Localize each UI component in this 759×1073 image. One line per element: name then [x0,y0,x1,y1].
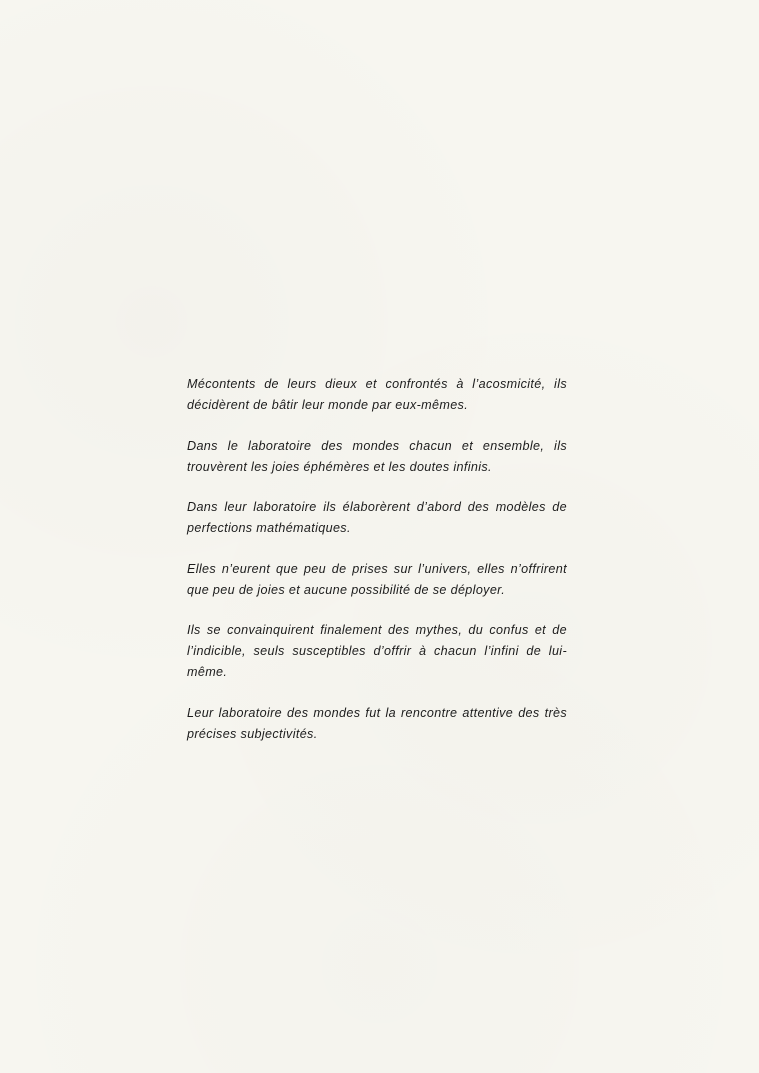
paragraph-4: Elles n’eurent que peu de prises sur l’univers, elles n’offrirent que peu de joies et aucune possibilité de se déployer. [187,561,567,597]
paragraph-5: Ils se convainquirent finalement des mythes, du confus et de l’indicible, seuls susceptibles d’offrir à chacun l’infini de lui-même. [187,623,567,679]
paragraph-3: Dans leur laboratoire ils élaborèrent d’abord des modèles de perfections mathématiques. [187,500,567,535]
paragraph-2: Dans le laboratoire des mondes chacun et ensemble, ils trouvèrent les joies éphémères et les doutes infinis. [187,438,567,474]
poem-text-block [187,374,567,745]
paragraph-1: Mécontents de leurs dieux et confrontés à l’acosmicité, ils décidèrent de bâtir leur monde par eux-mêmes. [187,377,567,412]
paragraph-6: Leur laboratoire des mondes fut la rencontre attentive des très précises subjectivités. [187,705,567,741]
